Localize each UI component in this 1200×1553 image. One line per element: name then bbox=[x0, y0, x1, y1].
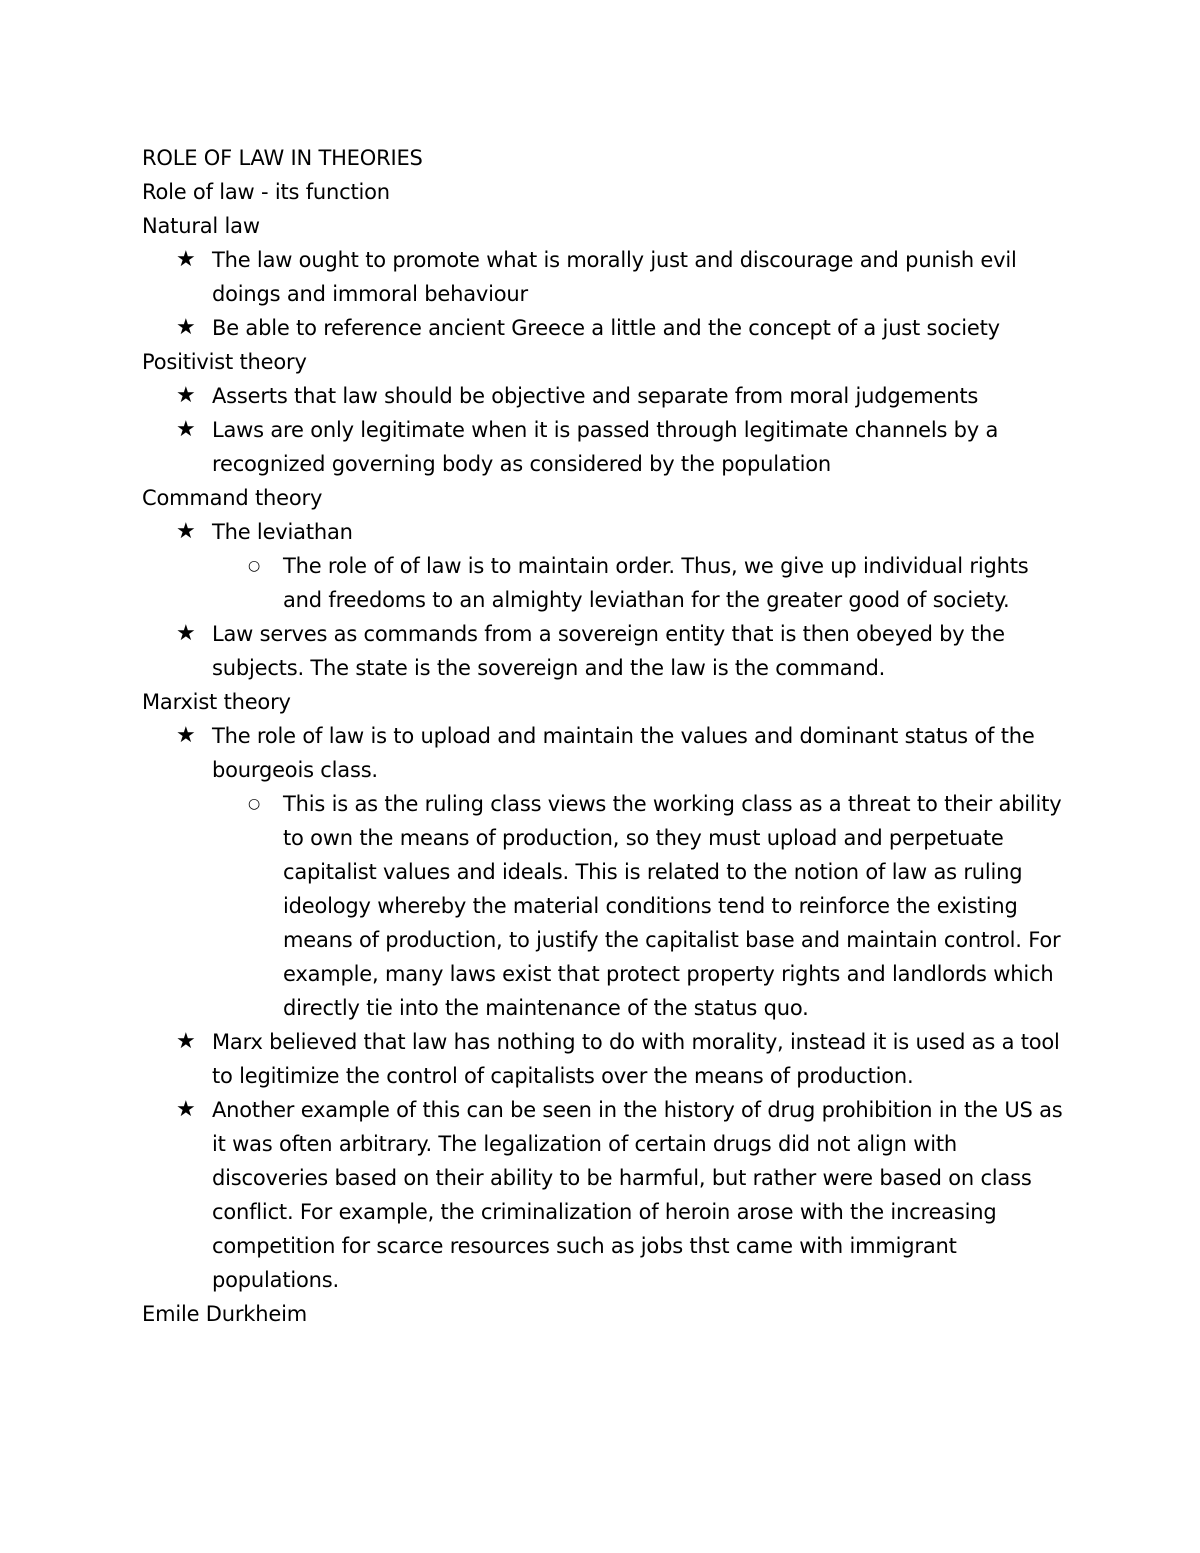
circle-icon: ○ bbox=[248, 796, 261, 812]
star-icon: ★ bbox=[176, 383, 196, 408]
star-icon: ★ bbox=[176, 417, 196, 442]
list-item bbox=[142, 413, 1072, 481]
document-subtitle: Role of law - its function bbox=[142, 180, 390, 204]
star-icon: ★ bbox=[176, 247, 196, 272]
list-item-text: Asserts that law should be objective and separate from moral judgements bbox=[212, 384, 979, 408]
list-item-text: Marx believed that law has nothing to do with morality, instead it is used as a tool to legitimize the control of capitalists over the means of production. bbox=[212, 1030, 1060, 1088]
list-item bbox=[142, 1093, 1072, 1297]
section-heading-marxist: Marxist theory bbox=[142, 690, 291, 714]
list-item bbox=[142, 719, 1072, 787]
sub-list-item bbox=[142, 787, 1072, 1025]
star-icon: ★ bbox=[176, 1097, 196, 1122]
list-item bbox=[142, 515, 1072, 549]
list-item-text: The leviathan bbox=[212, 520, 353, 544]
list-item bbox=[142, 1025, 1072, 1093]
list-item bbox=[142, 379, 1072, 413]
list-item bbox=[142, 617, 1072, 685]
sub-list-item-text: The role of of law is to maintain order. Thus, we give up individual rights and freedoms to an almighty leviathan for the greater good of society. bbox=[283, 554, 1029, 612]
list-item bbox=[142, 243, 1072, 311]
star-icon: ★ bbox=[176, 519, 196, 544]
list-item bbox=[142, 311, 1072, 345]
section-heading-positivist: Positivist theory bbox=[142, 350, 307, 374]
section-heading-natural-law: Natural law bbox=[142, 214, 260, 238]
sub-list-item-text: This is as the ruling class views the working class as a threat to their ability to own the means of production, so they must upload and perpetuate capitalist values and ideals. This is related to the notion of law as ruling ideology whereby the material conditions tend to reinforce the existing means of production, to justify the capitalist base and maintain control. For example, many laws exist that protect property rights and landlords which directly tie into the maintenance of the status quo. bbox=[283, 792, 1062, 1020]
list-item-text: Laws are only legitimate when it is passed through legitimate channels by a recognized governing body as considered by the population bbox=[212, 418, 999, 476]
star-icon: ★ bbox=[176, 621, 196, 646]
circle-icon: ○ bbox=[248, 558, 261, 574]
list-item-text: Law serves as commands from a sovereign entity that is then obeyed by the subjects. The state is the sovereign and the law is the command. bbox=[212, 622, 1005, 680]
list-item-text: Be able to reference ancient Greece a little and the concept of a just society bbox=[212, 316, 1000, 340]
star-icon: ★ bbox=[176, 315, 196, 340]
sub-list-item bbox=[142, 549, 1072, 617]
list-item-text: The law ought to promote what is morally just and discourage and punish evil doings and immoral behaviour bbox=[212, 248, 1017, 306]
star-icon: ★ bbox=[176, 723, 196, 748]
document-title: ROLE OF LAW IN THEORIES bbox=[142, 146, 423, 170]
list-item-text: Another example of this can be seen in the history of drug prohibition in the US as it was often arbitrary. The legalization of certain drugs did not align with discoveries based on their ability to be harmful, but rather were based on class conflict. For example, the criminalization of heroin arose with the increasing competition for scarce resources such as jobs thst came with immigrant populations. bbox=[212, 1098, 1063, 1292]
list-item-text: The role of law is to upload and maintain the values and dominant status of the bourgeois class. bbox=[212, 724, 1035, 782]
star-icon: ★ bbox=[176, 1029, 196, 1054]
section-heading-durkheim: Emile Durkheim bbox=[142, 1302, 307, 1326]
section-heading-command: Command theory bbox=[142, 486, 323, 510]
document-page bbox=[142, 141, 1072, 1331]
